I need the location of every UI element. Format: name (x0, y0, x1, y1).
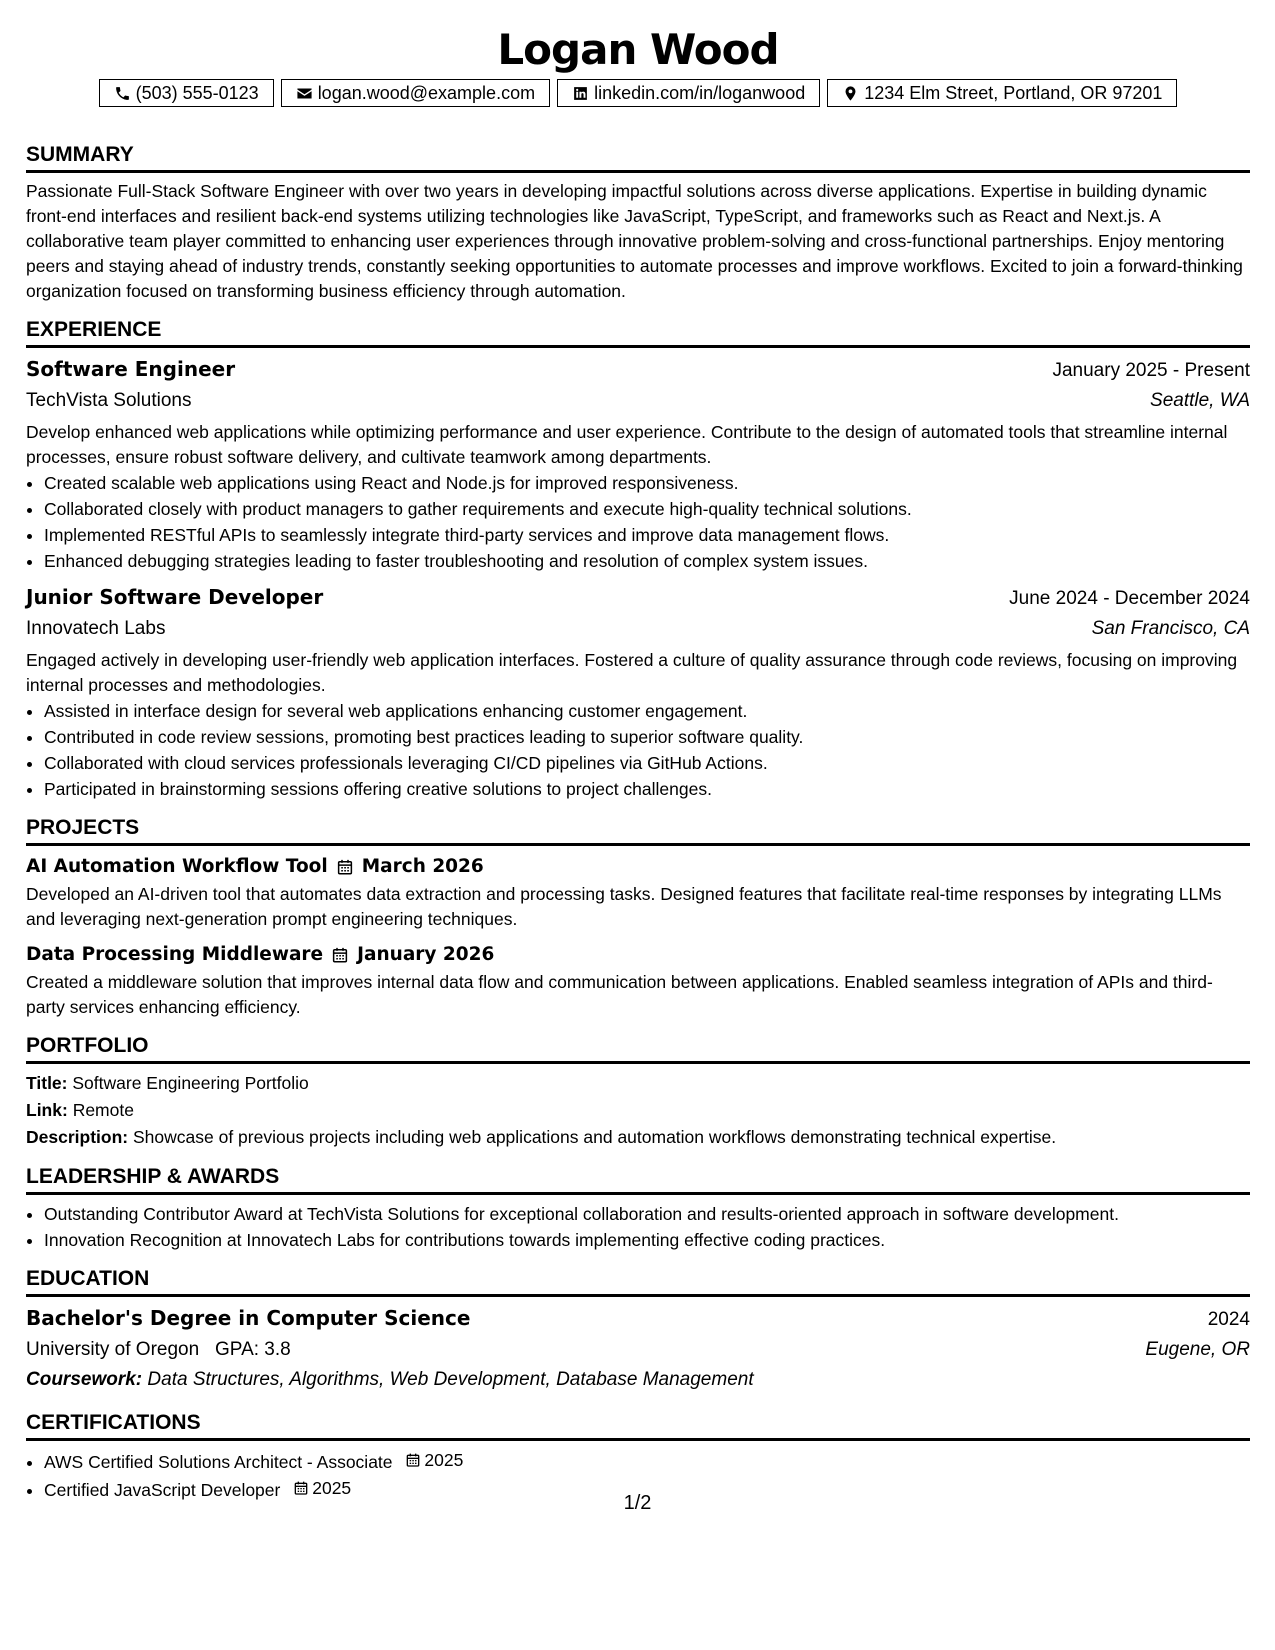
job-description: Engaged actively in developing user-friendly web application interfaces. Fostered a culture of quality assurance through code reviews, focusing on improving internal processes and methodologies. (26, 650, 1238, 695)
leadership-list (26, 1201, 1250, 1253)
contact-address (827, 79, 1177, 107)
leadership-section (26, 1165, 1250, 1253)
list-item: • Innovation Recognition at Innovatech Labs for contributions towards implementing effective coding practices. (44, 1227, 1250, 1253)
portfolio-description-line (26, 1124, 1250, 1151)
project-entry (26, 940, 1250, 1020)
experience-section (26, 318, 1250, 802)
email-text: logan.wood@example.com (317, 82, 536, 103)
certification-year: 2025 (312, 1478, 352, 1498)
education-school: University of Oregon (26, 1339, 200, 1360)
section-title-portfolio: PORTFOLIO (26, 1034, 1250, 1064)
section-title-education: EDUCATION (26, 1267, 1250, 1297)
section-title-certifications: CERTIFICATIONS (26, 1411, 1250, 1441)
education-coursework-line (26, 1365, 1250, 1395)
contact-email[interactable] (281, 79, 550, 107)
phone-icon (114, 85, 131, 102)
calendar-icon (331, 946, 349, 964)
job-role: Software Engineer (26, 357, 236, 381)
certification-name: AWS Certified Solutions Architect - Associate (44, 1452, 393, 1472)
job-entry (26, 582, 1250, 802)
portfolio-title-label: Title: (26, 1073, 68, 1093)
list-item: • Assisted in interface design for several web applications enhancing customer engagement. (44, 698, 1250, 724)
list-item: • Collaborated with cloud services professionals leveraging CI/CD pipelines via GitHub Actions. (44, 750, 1250, 776)
contact-linkedin[interactable] (557, 79, 820, 107)
candidate-name: Logan Wood (497, 25, 779, 74)
projects-section (26, 816, 1250, 1020)
education-degree: Bachelor's Degree in Computer Science (26, 1306, 471, 1330)
list-item: • Enhanced debugging strategies leading to faster troubleshooting and resolution of complex system issues. (44, 548, 1250, 574)
page-number: 1/2 (623, 1492, 652, 1514)
list-item: • Participated in brainstorming sessions offering creative solutions to project challenges. (44, 776, 1250, 802)
summary-section (26, 143, 1250, 304)
education-gpa: GPA: 3.8 (215, 1339, 291, 1360)
resume-page (26, 0, 1250, 1503)
job-dates: June 2024 - December 2024 (1009, 588, 1250, 609)
project-description: Developed an AI-driven tool that automates data extraction and processing tasks. Designed features that facilitate real-time responses by integrating LLMs and leveraging next-generation prompt engineering techniques. (26, 884, 1222, 929)
contact-phone[interactable] (99, 79, 274, 107)
list-item (44, 1447, 1250, 1475)
job-entry (26, 354, 1250, 574)
job-dates: January 2025 - Present (1052, 360, 1250, 381)
calendar-icon (405, 1452, 421, 1468)
portfolio-description-value: Showcase of previous projects including web applications and automation workflows demonstrating technical expertise. (132, 1127, 1057, 1147)
list-item: • Outstanding Contributor Award at TechVista Solutions for exceptional collaboration and results-oriented approach in software development. (44, 1201, 1250, 1227)
portfolio-section (26, 1034, 1250, 1151)
project-name: AI Automation Workflow Tool (26, 856, 328, 877)
portfolio-title-value: Software Engineering Portfolio (72, 1073, 309, 1093)
education-year: 2024 (1207, 1309, 1250, 1330)
portfolio-link-label: Link: (26, 1100, 68, 1120)
section-title-projects: PROJECTS (26, 816, 1250, 846)
portfolio-link-line (26, 1097, 1250, 1124)
certifications-section (26, 1411, 1250, 1503)
list-item: • Collaborated closely with product managers to gather requirements and execute high-quality technical solutions. (44, 496, 1250, 522)
project-name: Data Processing Middleware (26, 944, 324, 965)
list-item: • Created scalable web applications using React and Node.js for improved responsiveness. (44, 470, 1250, 496)
coursework-label: Coursework: (26, 1369, 143, 1390)
map-pin-icon (842, 85, 859, 102)
envelope-icon (296, 85, 313, 102)
contact-bar (26, 79, 1250, 107)
job-location: Seattle, WA (1150, 390, 1250, 411)
project-entry (26, 852, 1250, 932)
project-date: March 2026 (361, 856, 484, 877)
linkedin-text: linkedin.com/in/loganwood (594, 82, 806, 103)
section-title-summary: SUMMARY (26, 143, 1250, 173)
project-description: Created a middleware solution that improves internal data flow and communication between applications. Enabled seamless integration of APIs and third-party services enhancing efficiency. (26, 972, 1213, 1017)
address-text: 1234 Elm Street, Portland, OR 97201 (864, 82, 1163, 103)
job-location: San Francisco, CA (1091, 618, 1250, 639)
education-section (26, 1267, 1250, 1395)
summary-text: Passionate Full-Stack Software Engineer with over two years in developing impactful solutions across diverse applications. Expertise in building dynamic front-end interfaces and resilient back-end systems utilizing technologies like JavaScript, TypeScript, and frameworks such as React and Next.js. A collaborative team player committed to enhancing user experiences through innovative problem-solving and cross-functional partnerships. Enjoy mentoring peers and staying ahead of industry trends, constantly seeking opportunities to automate processes and improve workflows. Excited to join a forward-thinking organization focused on transforming business efficiency through automation. (26, 181, 1243, 301)
list-item: • Implemented RESTful APIs to seamlessly integrate third-party services and improve data management flows. (44, 522, 1250, 548)
section-title-leadership: LEADERSHIP & AWARDS (26, 1165, 1250, 1195)
certification-year: 2025 (424, 1450, 464, 1470)
phone-text: (503) 555-0123 (135, 82, 259, 103)
section-title-experience: EXPERIENCE (26, 318, 1250, 348)
coursework-value: Data Structures, Algorithms, Web Development, Database Management (147, 1369, 754, 1390)
linkedin-icon (572, 85, 589, 102)
job-bullets (26, 698, 1250, 802)
calendar-icon (336, 858, 354, 876)
job-description: Develop enhanced web applications while optimizing performance and user experience. Contribute to the design of automated tools that streamline internal processes, ensure robust software delivery, and cultivate teamwork among departments. (26, 422, 1228, 467)
job-company: TechVista Solutions (26, 390, 192, 411)
job-role: Junior Software Developer (26, 585, 324, 609)
portfolio-title-line (26, 1070, 1250, 1097)
education-location: Eugene, OR (1145, 1339, 1250, 1360)
certification-name: Certified JavaScript Developer (44, 1480, 281, 1500)
education-school-line (26, 1335, 291, 1365)
job-company: Innovatech Labs (26, 618, 166, 639)
portfolio-link-value: Remote (72, 1100, 134, 1120)
portfolio-description-label: Description: (26, 1127, 129, 1147)
project-date: January 2026 (357, 944, 495, 965)
job-bullets (26, 470, 1250, 574)
list-item: • Contributed in code review sessions, promoting best practices leading to superior software quality. (44, 724, 1250, 750)
